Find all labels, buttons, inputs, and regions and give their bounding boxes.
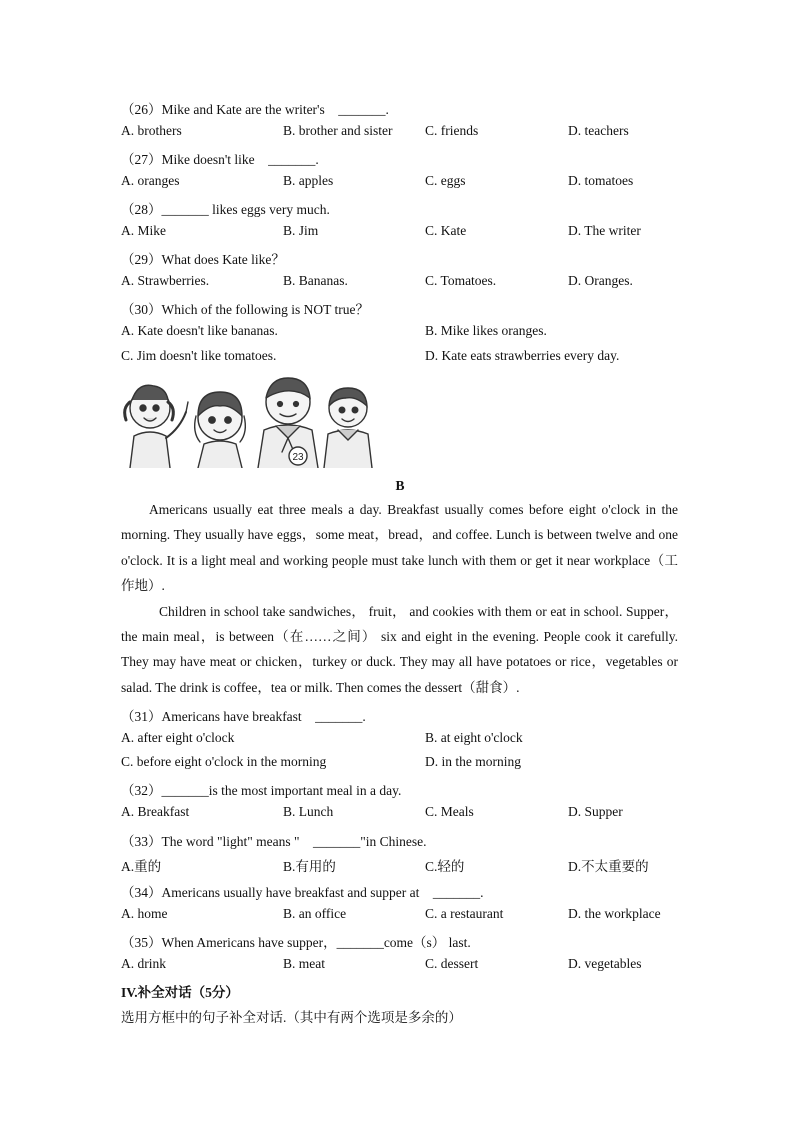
option-b: B. meat bbox=[283, 956, 325, 971]
option-c: C.轻的 bbox=[425, 859, 465, 874]
question-35-stem: （35）When Americans have supper，_______come（s） last. bbox=[121, 935, 471, 950]
option-a: A. Kate doesn't like bananas. bbox=[121, 323, 278, 338]
question-27-options bbox=[121, 173, 681, 191]
question-26-options bbox=[121, 123, 681, 141]
option-d: D. tomatoes bbox=[568, 173, 634, 188]
question-27-stem: （27）Mike doesn't like _______. bbox=[121, 152, 319, 167]
question-31-options-row2 bbox=[121, 754, 681, 772]
question-33-options bbox=[121, 855, 681, 873]
option-d: D. The writer bbox=[568, 223, 641, 238]
question-30-options-row2 bbox=[121, 348, 681, 366]
option-c: C. friends bbox=[425, 123, 479, 138]
question-34-options bbox=[121, 906, 681, 924]
question-33-stem: （33）The word "light" means " _______"in Chinese. bbox=[121, 834, 427, 849]
option-a: A. brothers bbox=[121, 123, 182, 138]
option-a: A. Mike bbox=[121, 223, 166, 238]
question-26-stem: （26）Mike and Kate are the writer's _______. bbox=[121, 102, 389, 117]
boy-with-scarf-figure bbox=[258, 378, 318, 468]
option-c: C. a restaurant bbox=[425, 906, 504, 921]
option-a: A.重的 bbox=[121, 859, 162, 874]
option-c: C. dessert bbox=[425, 956, 479, 971]
girl-figure bbox=[195, 392, 246, 468]
option-b: B. brother and sister bbox=[283, 123, 393, 138]
question-30-stem: （30）Which of the following is NOT true？ bbox=[121, 302, 369, 317]
jersey-number: 23 bbox=[292, 452, 304, 463]
section-4-instruction: 选用方框中的句子补全对话.（其中有两个选项是多余的） bbox=[121, 1010, 462, 1025]
question-28-stem: （28）_______ likes eggs very much. bbox=[121, 202, 330, 217]
passage-b-heading: B bbox=[395, 478, 405, 493]
passage-b-paragraph-1: Americans usually eat three meals a day. Breakfast usually comes before eight o'clock in the morning. They usually have eggs，some meat，bread，and coffee. Lunch is between twelve and one o'clock. It is a light meal and working people must take lunch with them or get it near workplace（工作地）. bbox=[121, 502, 678, 594]
option-a: A. after eight o'clock bbox=[121, 730, 235, 745]
passage-b-paragraph-2: Children in school take sandwiches， fruit， and cookies with them or eat in school. Supper，the main meal，is between（在……之间） six and eight in the evening. People cook it carefully. They may have meat or chicken，turkey or duck. They may all have potatoes or rice，vegetables or salad. The drink is coffee，tea or milk. Then comes the dessert（甜食）. bbox=[121, 603, 678, 695]
option-b: B. apples bbox=[283, 173, 334, 188]
option-c: C. Meals bbox=[425, 804, 474, 819]
option-d: D. in the morning bbox=[425, 754, 521, 769]
question-31-options-row1 bbox=[121, 730, 681, 748]
option-d: D. Oranges. bbox=[568, 273, 633, 288]
option-b: B. Lunch bbox=[283, 804, 334, 819]
girl-pointing-figure bbox=[125, 385, 188, 468]
question-34-stem: （34）Americans usually have breakfast and supper at _______. bbox=[121, 885, 484, 900]
boy-figure bbox=[324, 388, 372, 468]
question-28-options bbox=[121, 223, 681, 241]
question-32-options bbox=[121, 804, 681, 822]
option-d: D. vegetables bbox=[568, 956, 642, 971]
children-illustration bbox=[120, 372, 374, 468]
option-d: D. teachers bbox=[568, 123, 629, 138]
option-d: D. the workplace bbox=[568, 906, 661, 921]
option-d: D. Supper bbox=[568, 804, 623, 819]
option-d: D. Kate eats strawberries every day. bbox=[425, 348, 620, 363]
question-35-options bbox=[121, 956, 681, 974]
option-d: D.不太重要的 bbox=[568, 859, 649, 874]
option-b: B. Bananas. bbox=[283, 273, 348, 288]
question-30-options-row1 bbox=[121, 323, 681, 341]
option-c: C. eggs bbox=[425, 173, 466, 188]
option-a: A. Breakfast bbox=[121, 804, 190, 819]
question-31-stem: （31）Americans have breakfast _______. bbox=[121, 709, 366, 724]
option-c: C. Kate bbox=[425, 223, 467, 238]
option-c: C. Jim doesn't like tomatoes. bbox=[121, 348, 277, 363]
option-a: A. drink bbox=[121, 956, 166, 971]
option-b: B. Mike likes oranges. bbox=[425, 323, 547, 338]
option-b: B. Jim bbox=[283, 223, 319, 238]
option-a: A. oranges bbox=[121, 173, 180, 188]
option-a: A. Strawberries. bbox=[121, 273, 210, 288]
question-29-options bbox=[121, 273, 681, 291]
section-4-title: IV.补全对话（5分） bbox=[121, 985, 239, 1000]
option-c: C. before eight o'clock in the morning bbox=[121, 754, 327, 769]
option-c: C. Tomatoes. bbox=[425, 273, 497, 288]
option-b: B. at eight o'clock bbox=[425, 730, 523, 745]
option-b: B. an office bbox=[283, 906, 347, 921]
question-29-stem: （29）What does Kate like？ bbox=[121, 252, 285, 267]
question-32-stem: （32）_______is the most important meal in a day. bbox=[121, 783, 402, 798]
passage-b-text bbox=[121, 497, 678, 700]
option-a: A. home bbox=[121, 906, 168, 921]
option-b: B.有用的 bbox=[283, 859, 336, 874]
